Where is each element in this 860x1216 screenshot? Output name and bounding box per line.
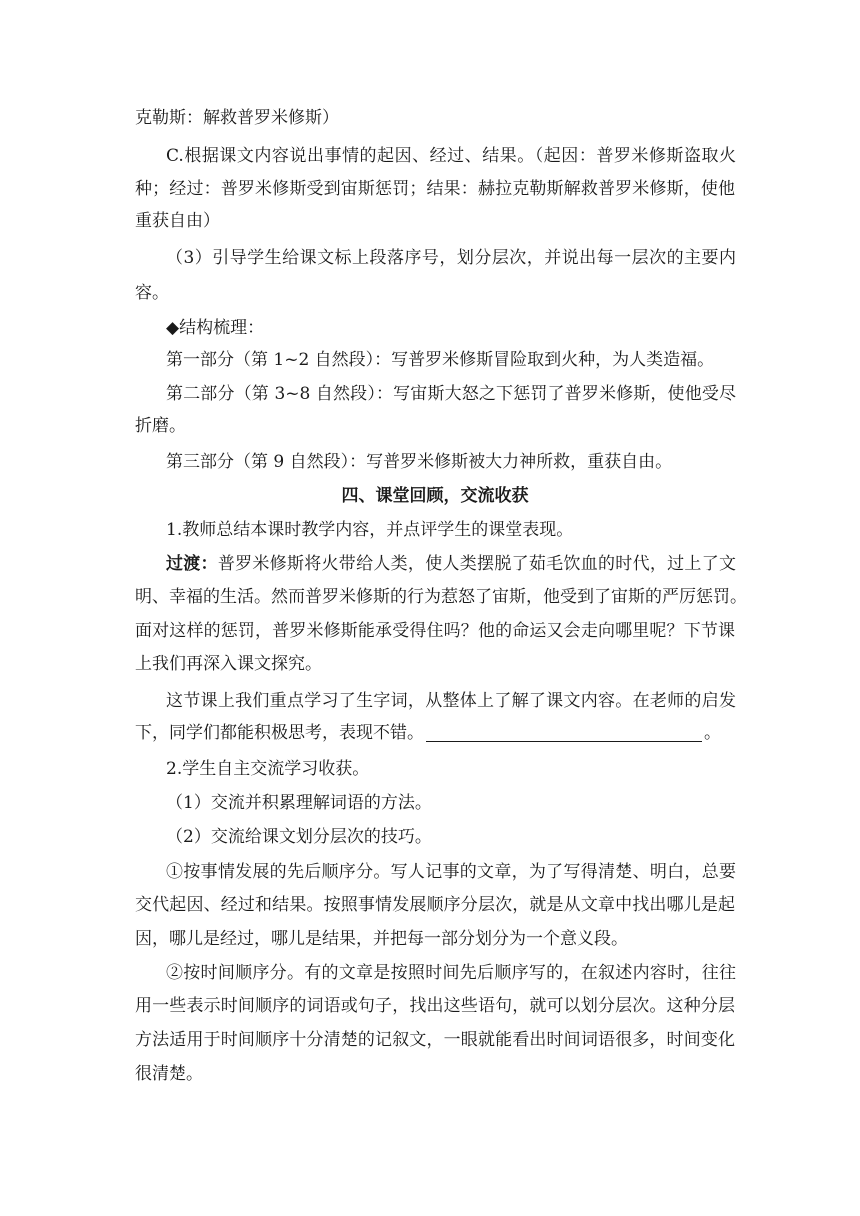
text-line: 第二部分（第 3~8 自然段）：写宙斯大怒之下惩罚了普罗米修斯，使他受尽 [166, 384, 736, 404]
fill-in-text: 下，同学们都能积极思考，表现不错。 [135, 723, 424, 743]
text-line: 容。 [135, 283, 169, 303]
text-line: 克勒斯：解救普罗米修斯） [135, 108, 339, 128]
text-line: ①按事情发展的先后顺序分。写人记事的文章，为了写得清楚、明白，总要 [166, 862, 736, 882]
text-line: 第一部分（第 1~2 自然段）：写普罗米修斯冒险取到火种，为人类造福。 [166, 350, 715, 370]
section-label: ◆结构梳理： [166, 318, 265, 338]
text-line: 第三部分（第 9 自然段）：写普罗米修斯被大力神所救，重获自由。 [166, 452, 673, 472]
text-line: 交代起因、经过和结果。按照事情发展顺序分层次，就是从文章中找出哪儿是起 [135, 895, 735, 915]
text-line [135, 723, 735, 743]
text-line: 2.学生自主交流学习收获。 [166, 759, 370, 779]
text-line: 种；经过：普罗米修斯受到宙斯惩罚；结果：赫拉克勒斯解救普罗米修斯，使他 [135, 179, 735, 199]
text-line: 因，哪儿是经过，哪儿是结果，并把每一部分划分为一个意义段。 [135, 929, 628, 949]
text-line: 重获自由） [135, 211, 220, 231]
text-line: 上我们再深入课文探究。 [135, 654, 322, 674]
transition-label: 过渡： [166, 554, 218, 574]
text-line: 这节课上我们重点学习了生字词，从整体上了解了课文内容。在老师的启发 [166, 691, 736, 711]
text-line: 用一些表示时间顺序的词语或句子，找出这些语句，就可以划分层次。这种分层 [135, 996, 735, 1016]
text-line: 1.教师总结本课时教学内容，并点评学生的课堂表现。 [166, 520, 574, 540]
text-line: C.根据课文内容说出事情的起因、经过、结果。（起因：普罗米修斯盗取火 [166, 146, 736, 166]
text-line: （3）引导学生给课文标上段落序号，划分层次，并说出每一层次的主要内 [166, 248, 736, 268]
text-line: （1）交流并积累理解词语的方法。 [166, 793, 432, 813]
text-line: 很清楚。 [135, 1064, 203, 1084]
text-line: 方法适用于时间顺序十分清楚的记叙文，一眼就能看出时间词语很多，时间变化 [135, 1030, 735, 1050]
text-line: （2）交流给课文划分层次的技巧。 [166, 827, 432, 847]
fill-in-blank[interactable] [426, 723, 702, 742]
text-line: 明、幸福的生活。然而普罗米修斯的行为惹怒了宙斯，他受到了宙斯的严厉惩罚。 [135, 587, 747, 607]
transition-text: 普罗米修斯将火带给人类，使人类摆脱了茹毛饮血的时代，过上了文 [217, 554, 736, 574]
text-line: 面对这样的惩罚，普罗米修斯能承受得住吗？他的命运又会走向哪里呢？下节课 [135, 621, 735, 641]
text-line: 折磨。 [135, 416, 186, 436]
fill-in-end: 。 [704, 723, 721, 743]
text-line: ②按时间顺序分。有的文章是按照时间先后顺序写的，在叙述内容时，往往 [166, 963, 736, 983]
section-heading: 四、课堂回顾，交流收获 [341, 486, 529, 506]
text-line [166, 554, 736, 574]
